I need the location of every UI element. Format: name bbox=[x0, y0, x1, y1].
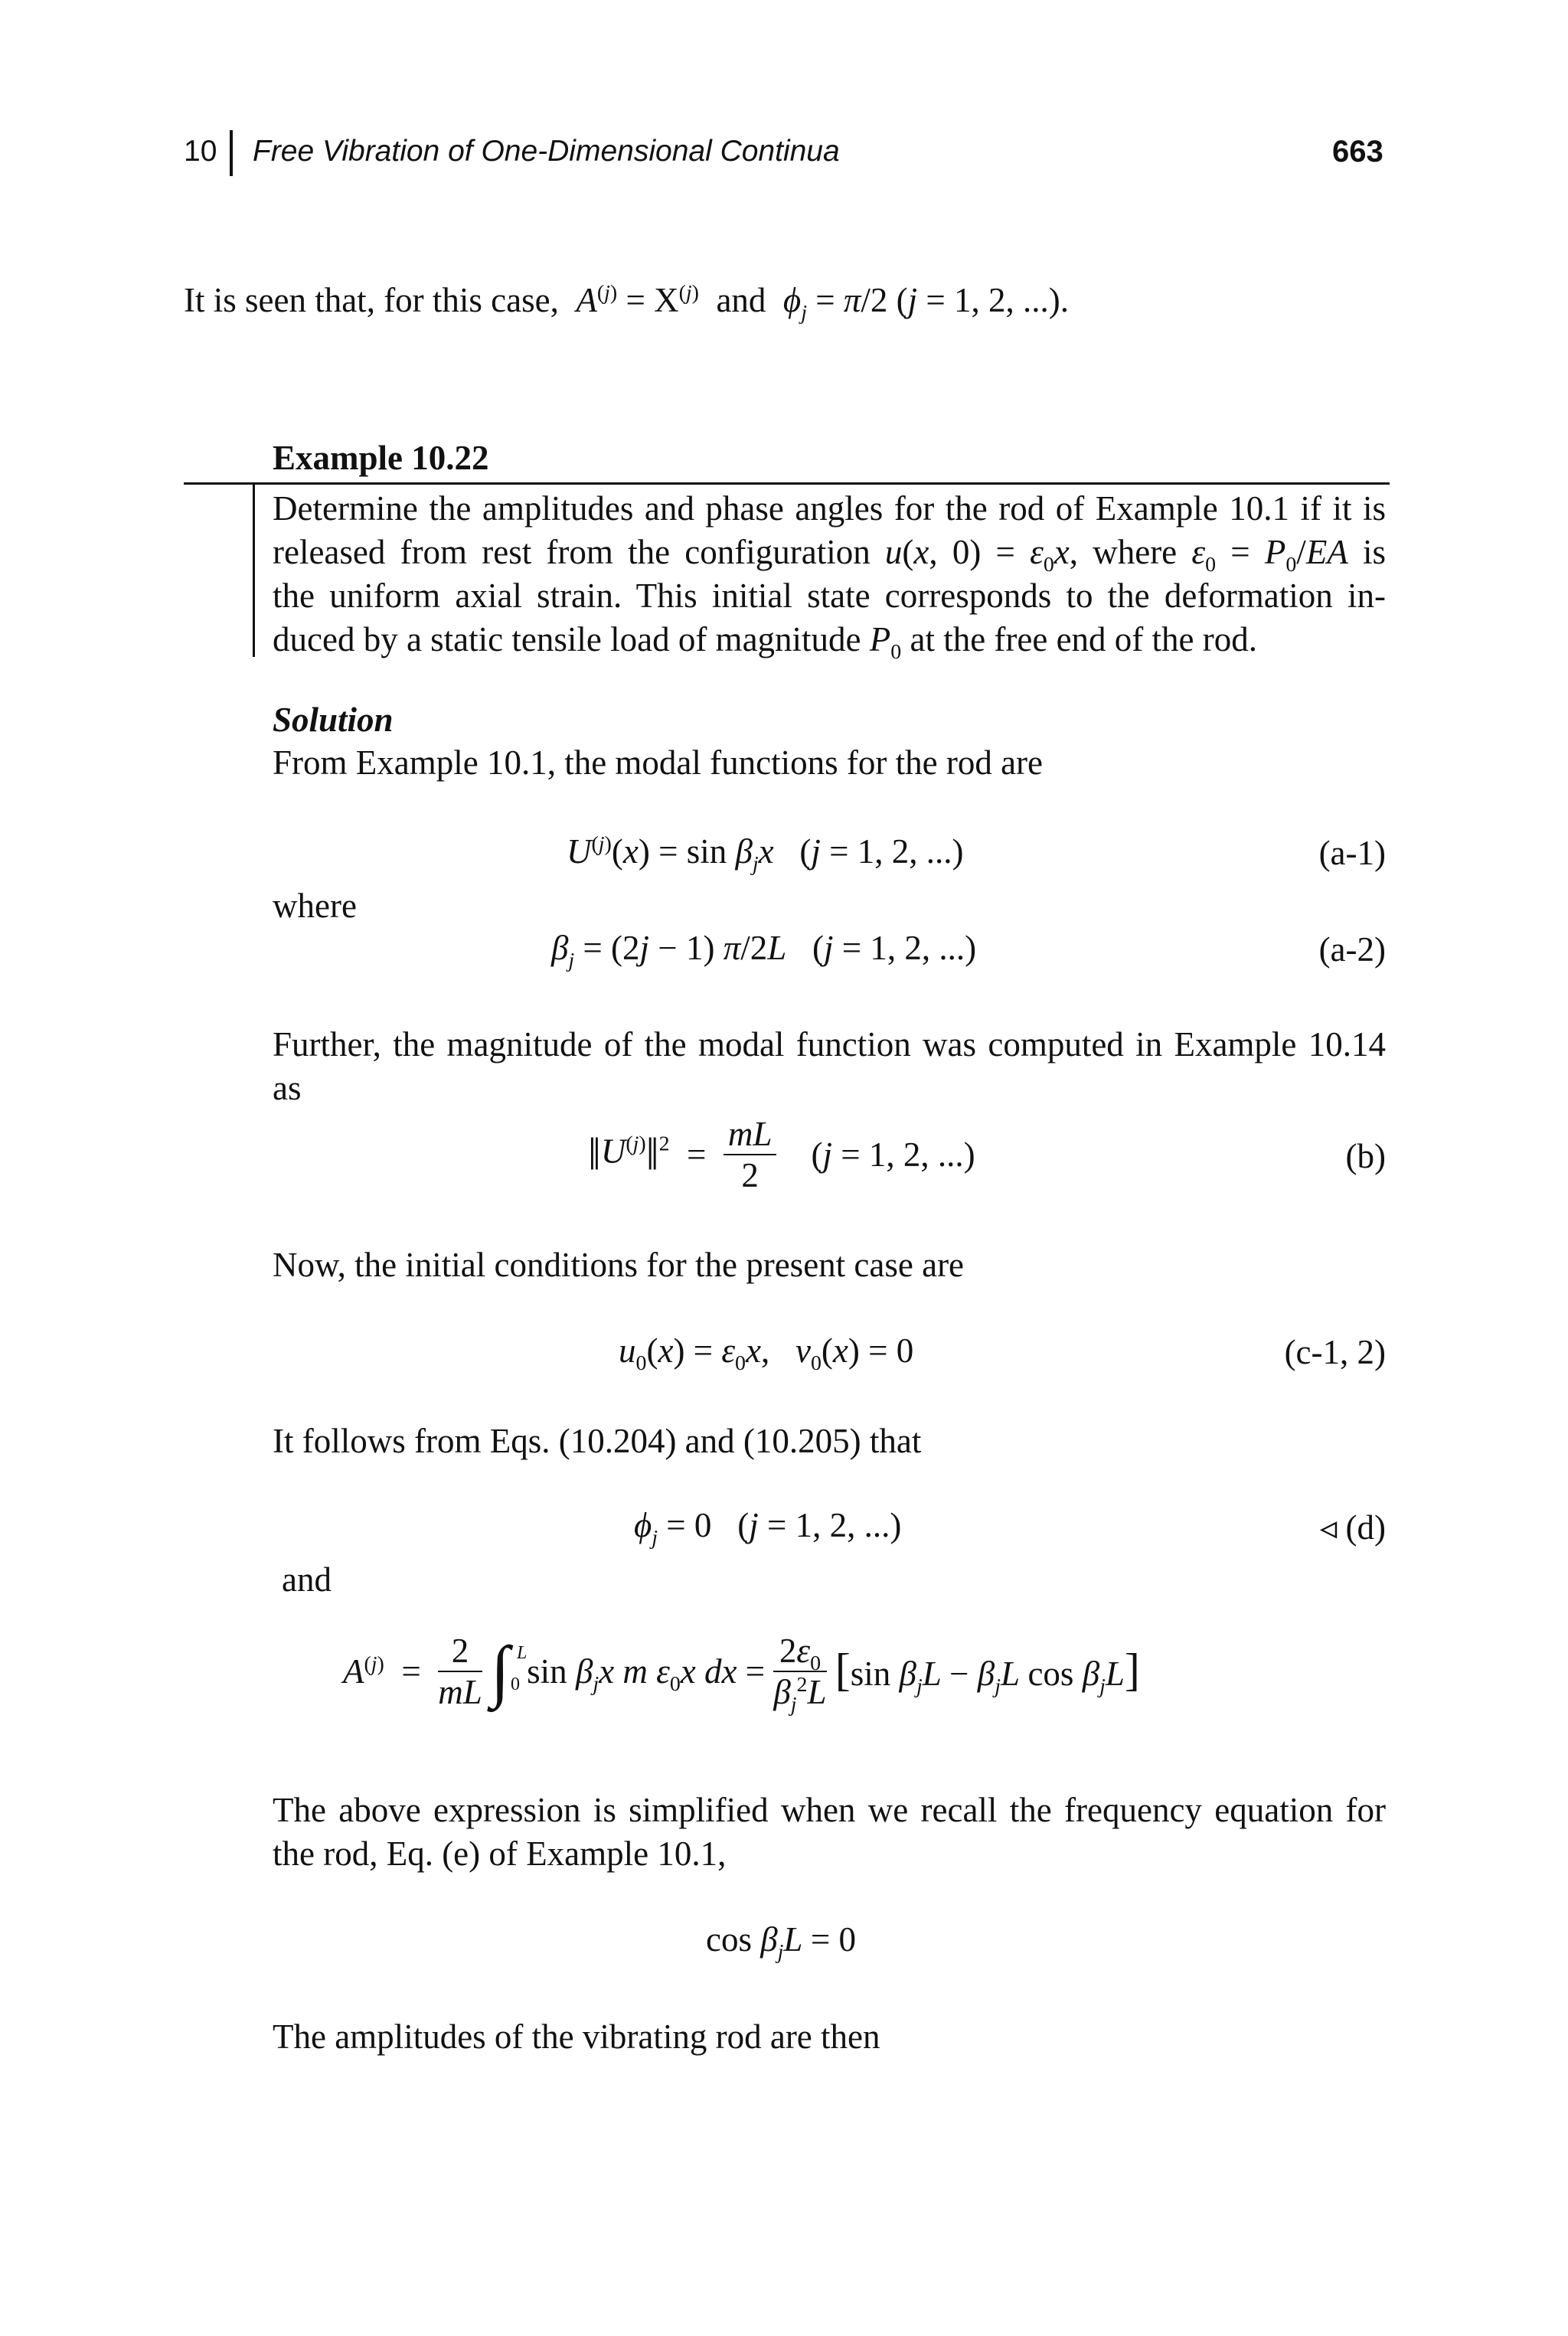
equation-a2: $\beta_j = (2j - 1)$ π/2L (j = 1, 2, ...) bbox=[551, 929, 977, 972]
example-line-1: Determine the amplitudes and phase angles for the rod of Example 10.1 if it is bbox=[273, 489, 1386, 528]
load-symbol: P bbox=[869, 620, 891, 658]
chapter-number: 10 bbox=[184, 135, 217, 168]
eq-number-d: ◃ (d) bbox=[1319, 1508, 1386, 1547]
page-number: 663 bbox=[1332, 135, 1383, 168]
solution-p3: Now, the initial conditions for the present case are bbox=[273, 1246, 965, 1284]
solution-p2-line2: as bbox=[273, 1069, 302, 1107]
example-line-2: released from rest from the configuration u(x, $0) = \varepsilon_0x$, where $\varepsilon_0 = P_0/EA$ is bbox=[273, 533, 1387, 577]
intro-math-amplitude: $A^{(j)} = X^{(j)}$ bbox=[567, 281, 699, 319]
initial-config-math: u(x, $0) = \varepsilon_0x$ bbox=[884, 533, 1070, 577]
example-line-3: the uniform axial strain. This initial state corresponds to the deformation in- bbox=[273, 577, 1386, 615]
intro-line bbox=[184, 279, 1070, 325]
equation-amplitude: $A^{(j)}$ = $\frac{2}{mL}$ ∫ L 0 $\sin \beta_jx$ m $\varepsilon_0x$ dx = $\frac{2\varepsilon_0}{\beta_j^2L}$ [sin $\beta_jL - \beta_jL$ $\cos \beta_jL$] bbox=[343, 1632, 1140, 1717]
solution-p1: From Example 10.1, the modal functions for the rod are bbox=[273, 743, 1043, 782]
solution-p5-line2: the rod, Eq. (e) of Example 10.1, bbox=[273, 1834, 727, 1873]
equation-frequency: $\cos \beta_jL = 0$ bbox=[706, 1920, 857, 1964]
strain-def-math: $\varepsilon_0 = P_0/EA$ bbox=[1191, 533, 1348, 577]
eq-number-b: (b) bbox=[1345, 1137, 1386, 1175]
equation-b: $‖U^{(j)}‖^2$ = $\frac{mL}{2}$ (j = 1, 2, ...) bbox=[588, 1115, 975, 1194]
header-divider bbox=[230, 130, 233, 176]
and-label: and bbox=[282, 1560, 332, 1599]
example-left-bar bbox=[253, 482, 255, 657]
solution-p6: The amplitudes of the vibrating rod are then bbox=[273, 2017, 880, 2056]
equation-a1: $U^{(j)}(x) = \sin \beta_jx$ (j = 1, 2, ...) bbox=[567, 832, 964, 876]
equation-c: $u_0(x) = \varepsilon_0x$, $v_0(x) = 0$ bbox=[619, 1331, 914, 1375]
intro-text-b: and bbox=[716, 281, 766, 319]
eq-number-a2: (a-2) bbox=[1318, 930, 1386, 969]
chapter-title: Free Vibration of One-Dimensional Continua bbox=[253, 135, 840, 168]
solution-p4: It follows from Eqs. (10.204) and (10.205) that bbox=[273, 1422, 922, 1460]
solution-p5-line1: The above expression is simplified when we recall the frequency equation for bbox=[273, 1791, 1386, 1829]
eq-number-c: (c-1, 2) bbox=[1284, 1333, 1386, 1371]
intro-text-a: It is seen that, for this case, bbox=[184, 281, 559, 319]
solution-p2-line1: Further, the magnitude of the modal function was computed in Example 10.14 bbox=[273, 1025, 1386, 1063]
equation-d: $\phi_j = 0$ (j = 1, 2, ...) bbox=[634, 1506, 902, 1550]
example-line-4: duced by a static tensile load of magnitude $P_0$ at the free end of the rod. bbox=[273, 620, 1258, 664]
example-top-rule bbox=[184, 482, 1390, 485]
eq-number-a1: (a-1) bbox=[1318, 834, 1386, 872]
where-label: where bbox=[273, 887, 357, 925]
solution-heading: Solution bbox=[273, 701, 394, 739]
example-title: Example 10.22 bbox=[273, 439, 489, 477]
intro-math-phase: $\phi_j = \pi/2$ (j = 1, 2, ...). bbox=[774, 281, 1070, 325]
